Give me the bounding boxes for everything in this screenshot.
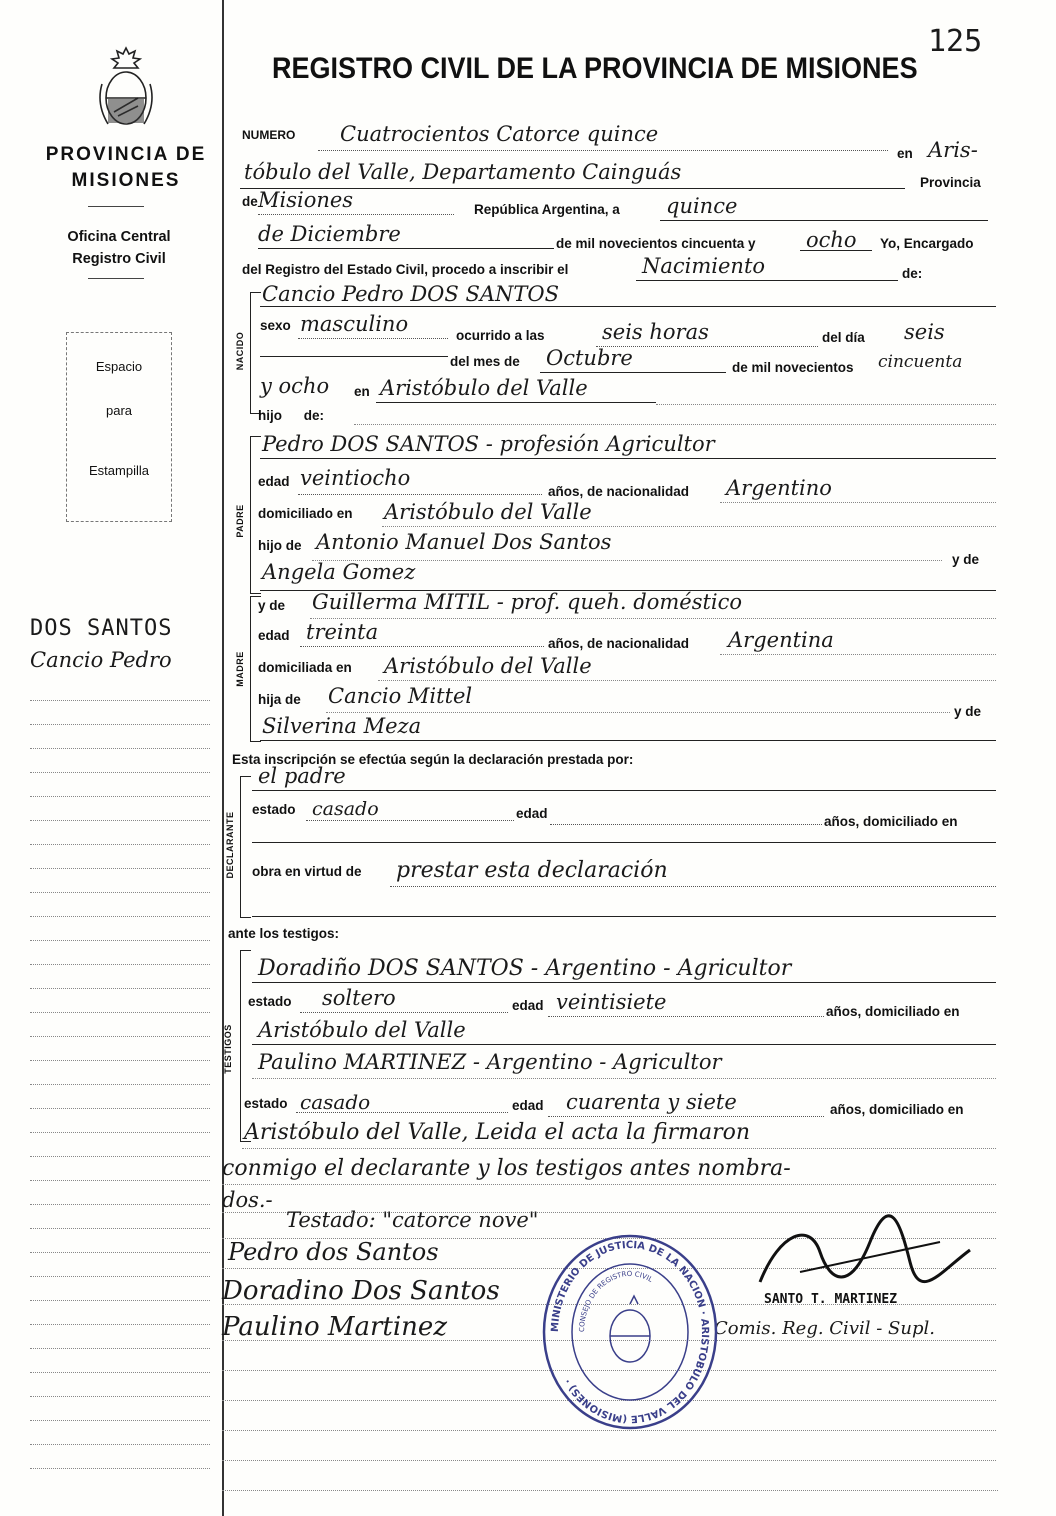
- padre-hijo-de: Antonio Manuel Dos Santos: [316, 530, 612, 554]
- padre-y-de: Angela Gomez: [262, 560, 416, 584]
- de-mil-label: de mil novecientos cincuenta y: [556, 236, 756, 251]
- stamp-box-line1: Espacio: [95, 359, 143, 374]
- madre-domicilio: Aristóbulo del Valle: [384, 654, 592, 678]
- padre-nacionalidad: Argentino: [726, 476, 832, 500]
- stamp-box: [66, 332, 172, 522]
- anio-nac-b: y ocho: [260, 374, 330, 398]
- y-de-label-madre-2: y de: [954, 704, 982, 719]
- madre-hija-de: Cancio Mittel: [328, 684, 473, 708]
- de-label: de: [242, 194, 258, 209]
- testigo2-edad: cuarenta y siete: [566, 1090, 737, 1114]
- edad-label-padre: edad: [258, 474, 290, 489]
- hijo-de-label: hijo de:: [258, 408, 324, 423]
- padre-nombre: Pedro DOS SANTOS - profesión Agricultor: [262, 432, 715, 456]
- edad-label-testigo1: edad: [512, 998, 544, 1013]
- cierre-3: dos.-: [222, 1188, 273, 1212]
- anos-nac-label-padre: años, de nacionalidad: [548, 484, 690, 499]
- office-name: Oficina Central Registro Civil: [67, 229, 171, 267]
- side-label-padre: PADRE: [235, 504, 245, 538]
- del-mes-label: del mes de: [450, 354, 520, 369]
- edad-label-declarante: edad: [516, 806, 548, 821]
- lugar-b: tóbulo del Valle, Departamento Cainguás: [244, 160, 682, 184]
- hija-de-label-madre: hija de: [258, 692, 301, 707]
- madre-nacionalidad: Argentina: [728, 628, 834, 652]
- page-title: REGISTRO CIVIL DE LA PROVINCIA DE MISIONES: [272, 52, 918, 85]
- hora-value: seis horas: [602, 320, 709, 344]
- estado-label-testigo1: estado: [248, 994, 292, 1009]
- mes-inscripcion: de Diciembre: [258, 222, 401, 246]
- official-title: Comis. Reg. Civil - Supl.: [714, 1318, 935, 1339]
- province-name: PROVINCIA DE MISIONES: [45, 144, 207, 191]
- seal-inner-text: CONSEJO DE REGISTRO CIVIL: [577, 1269, 654, 1333]
- divider: [88, 206, 144, 207]
- acto-value: Nacimiento: [642, 254, 766, 278]
- madre-edad: treinta: [306, 620, 379, 644]
- testigo1-edad: veintisiete: [556, 990, 667, 1014]
- firma-testigo1: Doradino Dos Santos: [222, 1276, 500, 1306]
- testigo2: Paulino MARTINEZ - Argentino - Agricultor: [258, 1050, 722, 1074]
- en-label-2: en: [354, 384, 370, 399]
- en-label: en: [897, 146, 913, 161]
- anos-dom-label-testigo2: años, domiciliado en: [830, 1102, 964, 1117]
- page-bottom-rule: [222, 1490, 998, 1491]
- stamp-box-line3: Estampilla: [89, 463, 149, 478]
- margin-surname: DOS SANTOS: [30, 616, 173, 641]
- numero-label: NUMERO: [242, 128, 296, 142]
- y-de-label-madre: y de: [258, 598, 286, 613]
- divider: [88, 278, 144, 279]
- page-number: 125: [928, 24, 983, 59]
- de-colon-label: de:: [902, 266, 923, 281]
- ocurrido-label: ocurrido a las: [456, 328, 545, 343]
- estado-label-testigo2: estado: [244, 1096, 288, 1111]
- testigo2-estado: casado: [300, 1090, 371, 1114]
- side-label-madre: MADRE: [235, 651, 245, 687]
- official-signature: [740, 1212, 980, 1302]
- side-label-nacido: NACIDO: [235, 331, 245, 371]
- y-de-label-padre: y de: [952, 552, 980, 567]
- testigo1-estado: soltero: [322, 986, 396, 1010]
- del-dia-label: del día: [822, 330, 865, 345]
- lugar-a: Aris-: [928, 138, 978, 162]
- side-label-declarante: DECLARANTE: [225, 811, 235, 879]
- cierre-2: conmigo el declarante y los testigos antes nombra-: [222, 1156, 791, 1181]
- declaracion-label: Esta inscripción se efectúa según la declaración prestada por:: [232, 752, 634, 767]
- testigo1: Doradiño DOS SANTOS - Argentino - Agricultor: [258, 956, 792, 981]
- obra-label: obra en virtud de: [252, 864, 362, 879]
- official-name: SANTO T. MARTINEZ: [764, 1292, 898, 1307]
- testigo1-dom: Aristóbulo del Valle: [258, 1018, 466, 1042]
- edad-label-madre: edad: [258, 628, 290, 643]
- domiciliado-label-padre: domiciliado en: [258, 506, 353, 521]
- de-mil-nov-label: de mil novecientos: [732, 360, 854, 375]
- seal-outer-text: MINISTERIO DE JUSTICIA DE LA NACION · ARISTOBULO DEL VALLE (MISIONES) ·: [549, 1239, 711, 1425]
- declarante-value: el padre: [258, 764, 346, 788]
- madre-y-de: Silverina Meza: [262, 714, 422, 738]
- anio-nac-a: cincuenta: [878, 352, 963, 372]
- anos-nac-label-madre: años, de nacionalidad: [548, 636, 690, 651]
- provincia-label: Provincia: [920, 175, 981, 190]
- provincia-value: Misiones: [258, 188, 354, 212]
- cierre-1: Aristóbulo del Valle, Leida el acta la firmaron: [244, 1120, 751, 1145]
- domiciliada-label-madre: domiciliada en: [258, 660, 352, 675]
- padre-edad: veintiocho: [300, 466, 411, 490]
- declarante-estado: casado: [312, 798, 379, 820]
- coat-of-arms-icon: [94, 44, 158, 134]
- obra-value: prestar esta declaración: [396, 858, 668, 883]
- official-seal: [540, 1232, 720, 1432]
- del-registro-label: del Registro del Estado Civil, procedo a inscribir el: [242, 262, 569, 277]
- stamp-box-line2: para: [105, 403, 133, 418]
- section-testigos: [240, 950, 251, 1142]
- anos-dom-label-testigo1: años, domiciliado en: [826, 1004, 960, 1019]
- padre-domicilio: Aristóbulo del Valle: [384, 500, 592, 524]
- edad-label-testigo2: edad: [512, 1098, 544, 1113]
- republica-label: República Argentina, a: [474, 202, 620, 217]
- nombre-nacido: Cancio Pedro DOS SANTOS: [262, 282, 559, 306]
- seal-emblem-icon: [610, 1296, 650, 1362]
- firma-testigo2: Paulino Martinez: [222, 1312, 448, 1342]
- section-declarante: [240, 776, 251, 918]
- side-label-testigos: TESTIGOS: [223, 1024, 233, 1074]
- testado-note: Testado: "catorce nove": [286, 1208, 539, 1232]
- dia-inscripcion: quince: [666, 194, 738, 218]
- dia-nac: seis: [904, 320, 945, 344]
- firma-declarante: Pedro dos Santos: [228, 1238, 439, 1266]
- sexo-value: masculino: [300, 312, 409, 336]
- anio-inscripcion: ocho: [806, 228, 857, 252]
- hijo-de-label-padre: hijo de: [258, 538, 302, 553]
- mes-nac: Octubre: [546, 346, 633, 370]
- sexo-label: sexo: [260, 318, 291, 333]
- margin-given-names: Cancio Pedro: [30, 648, 172, 672]
- madre-nombre: Guillerma MITIL - prof. queh. doméstico: [312, 590, 743, 614]
- lugar-nac: Aristóbulo del Valle: [380, 376, 588, 400]
- numero-value: Cuatrocientos Catorce quince: [340, 122, 659, 146]
- testigos-label: ante los testigos:: [228, 926, 340, 941]
- yo-encargado-label: Yo, Encargado: [880, 236, 974, 251]
- estado-label-declarante: estado: [252, 802, 296, 817]
- anos-dom-label-declarante: años, domiciliado en: [824, 814, 958, 829]
